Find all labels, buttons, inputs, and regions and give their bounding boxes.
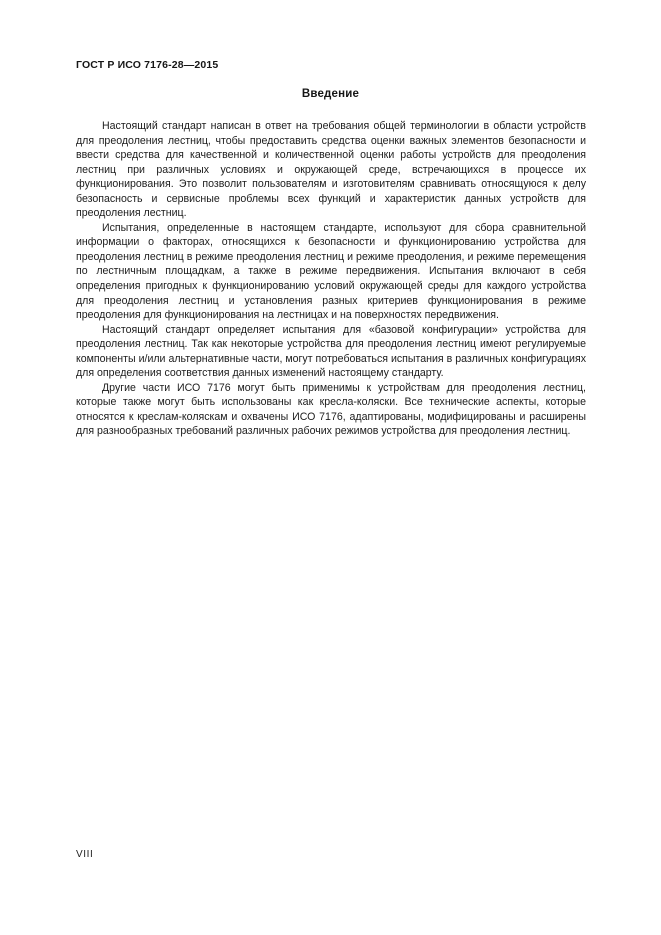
page-number-footer: VIII [76, 849, 94, 860]
paragraph: Другие части ИСО 7176 могут быть применимы к устройствам для преодоления лестниц, которые также могут быть использованы как кресла-коляски. Все технические аспекты, которые относятся к креслам-коляскам и охвачены ИСО 7176, адаптированы, модифицированы и расширены для разнообразных требований различных рабочих режимов устройства для преодоления лестниц. [76, 381, 586, 438]
paragraph: Испытания, определенные в настоящем стандарте, используют для сбора сравнительной информации о факторах, относящихся к безопасности и функционированию устройства для преодоления лестниц в режиме преодоления лестниц и режиме преодоления, и режиме перемещения по лестничным площадкам, а также в режиме передвижения. Испытания включают в себя определения пригодных к функционированию условий окружающей среды для каждого устройства для преодоления лестниц и установления разных критериев функционирования в режиме преодоления для функционирования на лестницах и на поверхностях передвижения. [76, 221, 586, 322]
running-head-standard-number: ГОСТ Р ИСО 7176-28—2015 [76, 59, 219, 71]
body-text-block [76, 119, 586, 439]
page-title: Введение [301, 88, 360, 100]
paragraph: Настоящий стандарт написан в ответ на требования общей терминологии в области устройств для преодоления лестниц, чтобы предоставить средства оценки важных элементов безопасности и ввести средства для качественной и количественной оценки работы устройств для преодоления лестниц при различных условиях и окружающей среде, встречающихся в процессе их функционирования. Это позволит пользователям и изготовителям сравнивать относящуюся к делу безопасность и сервисные проблемы всех функций и характеристик данных устройств для преодоления лестниц. [76, 120, 586, 220]
paragraph: Настоящий стандарт определяет испытания для «базовой конфигурации» устройства для преодоления лестниц. Так как некоторые устройства для преодоления лестниц имеют регулируемые компоненты и/или альтернативные части, могут потребоваться испытания в различных конфигурациях для определения соответствия данных изменений настоящему стандарту. [76, 323, 586, 380]
